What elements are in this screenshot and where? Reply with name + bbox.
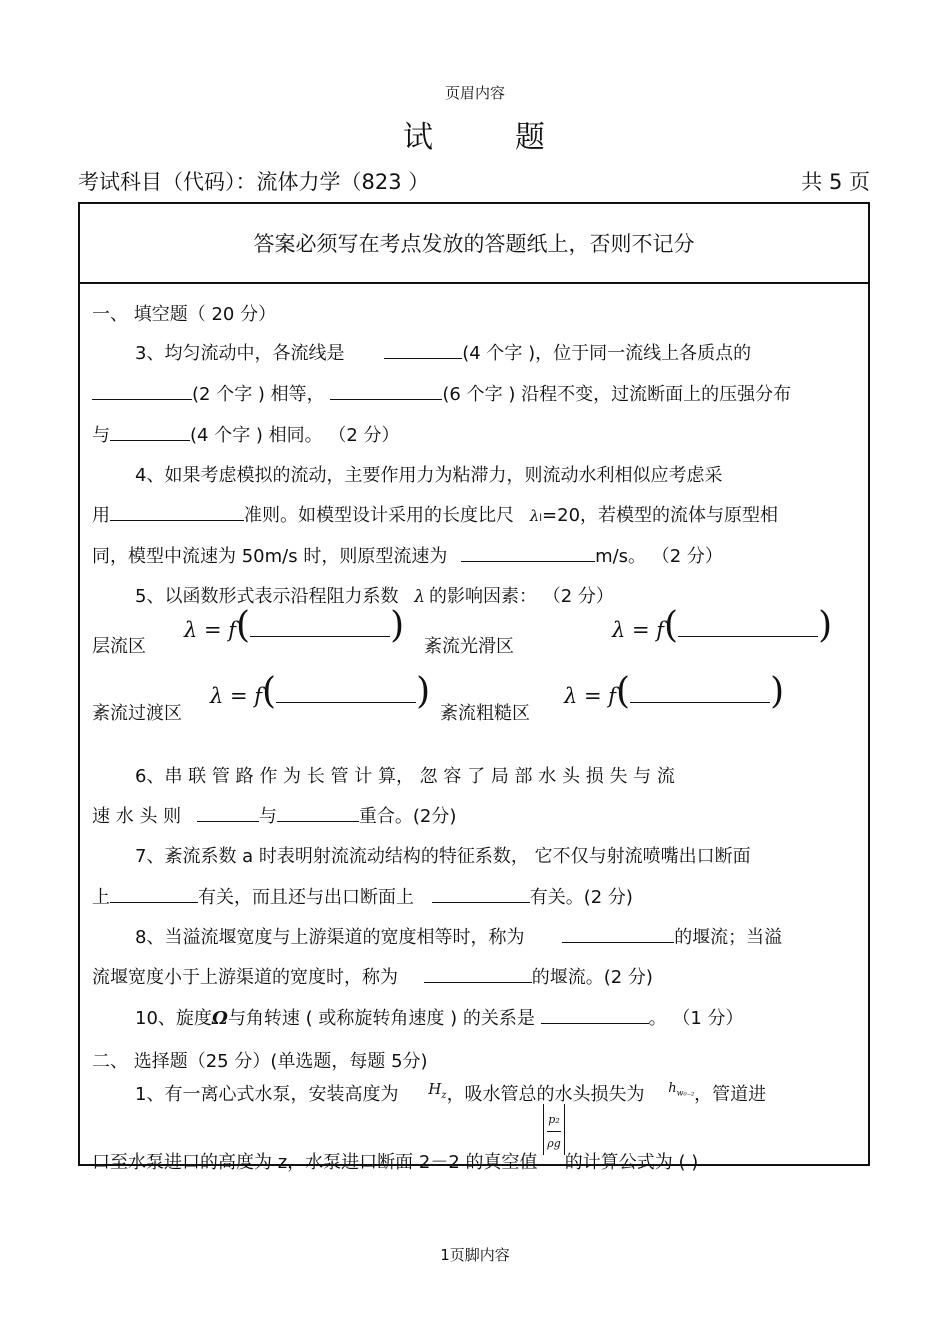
answer-blank	[330, 383, 442, 400]
answer-blank	[110, 504, 244, 521]
answer-blank	[250, 620, 390, 637]
title-char-2: 题	[515, 120, 547, 155]
page-footer: 1页脚内容	[440, 1246, 510, 1264]
answer-blank	[562, 926, 674, 943]
head-loss-symbol: hw₀₋₂	[668, 1081, 695, 1098]
q3-line1: 3、均匀流动中，各流线是 (4 个字 )，位于同一流线上各质点的	[135, 343, 752, 364]
q7-line2: 上 有关，而且还与出口断面上 有关。(2 分)	[92, 887, 633, 908]
page-title	[0, 112, 950, 156]
answer-blank	[424, 966, 532, 983]
answer-blank	[276, 686, 416, 703]
answer-blank	[630, 686, 770, 703]
regime-laminar-label: 层流区	[92, 636, 146, 657]
q3-line3: 与 (4 个字 ) 相同。 （2 分）	[92, 425, 400, 446]
vacuum-fraction: $\frac{\text{p₂}}{\rho g}$	[543, 1104, 565, 1155]
section1-heading: 一、 填空题（ 20 分）	[92, 304, 277, 325]
answer-blank	[541, 1007, 649, 1024]
page-count: 共 5 页	[801, 170, 870, 194]
q6-line2: 速 水 头 则 与 重合。(2分)	[92, 806, 457, 827]
length-scale-symbol: λ	[529, 507, 540, 525]
answer-blank	[110, 424, 190, 441]
answer-blank	[277, 805, 359, 822]
answer-blank	[110, 886, 198, 903]
answer-blank	[461, 545, 595, 562]
answer-blank	[678, 620, 818, 637]
regime-smooth-label: 紊流光滑区	[424, 636, 514, 657]
q7-line1: 7、紊流系数 a 时表明射流流动结构的特征系数， 它不仅与射流喷嘴出口断面	[135, 846, 751, 867]
answer-blank	[384, 342, 462, 359]
s2-q1-line1: 1、有一离心式水泵，安装高度为 $^{H_z}$，吸水管总的水头损失为 $^{h_{w_{0-2}}}$，管道进	[135, 1080, 767, 1105]
q4-line3: 同，模型中流速为 50m/s 时，则原型流速为 m/s。 （2 分）	[92, 546, 723, 567]
answer-blank	[197, 805, 259, 822]
q6-line1: 6、串 联 管 路 作 为 长 管 计 算， 忽 容 了 局 部 水 头 损 失 与 流	[135, 766, 675, 787]
regime-rough-label: 紊流粗糙区	[440, 703, 530, 724]
exam-subject: 考试科目（代码）：流体力学（823 ）	[78, 170, 430, 194]
regime-transition-formula: λ = f( )	[210, 671, 431, 712]
notice-banner: 答案必须写在考点发放的答题纸上，否则不记分	[80, 204, 868, 284]
regime-laminar-formula: λ = f( )	[184, 605, 405, 646]
regime-rough-formula: λ = f( )	[564, 671, 785, 712]
regime-transition-label: 紊流过渡区	[92, 703, 182, 724]
answer-blank	[92, 383, 192, 400]
title-char-1: 试	[403, 120, 435, 155]
lambda-symbol: λ	[414, 587, 425, 607]
q10-line: 10、旋度Ω与角转速 ( 或称旋转角速度 ) 的关系是 。 （1 分）	[135, 1008, 744, 1029]
page-header: 页眉内容	[444, 84, 505, 102]
q8-line1: 8、当溢流堰宽度与上游渠道的宽度相等时，称为 的堰流；当溢	[135, 927, 783, 948]
exam-box	[78, 202, 870, 1173]
regime-smooth-formula: λ = f( )	[612, 605, 833, 646]
s2-q1-line2: 口至水泵进口的高度为 z，水泵进口断面 2－2 的真空值 $\frac{\text{p₂}}{\rho g}$ 的计算公式为 ( )	[92, 1104, 698, 1155]
height-symbol: Hz	[428, 1080, 447, 1101]
q4-line1: 4、如果考虑模拟的流动，主要作用力为粘滞力，则流动水利相似应考虑采	[135, 465, 723, 486]
omega-symbol: Ω	[211, 1008, 228, 1029]
q8-line2: 流堰宽度小于上游渠道的宽度时，称为 的堰流。(2 分)	[92, 967, 653, 988]
q3-line2: (2 个字 ) 相等， (6 个字 ) 沿程不变，过流断面上的压强分布	[92, 380, 791, 406]
answer-blank	[432, 886, 530, 903]
q4-line2: 用 准则。如模型设计采用的长度比尺 λl=20，若模型的流体与原型相	[92, 505, 779, 526]
section2-heading: 二、 选择题（25 分）(单选题，每题 5分)	[92, 1051, 428, 1072]
q5-line1: 5、以函数形式表示沿程阻力系数 λ 的影响因素： （2 分）	[135, 586, 614, 607]
